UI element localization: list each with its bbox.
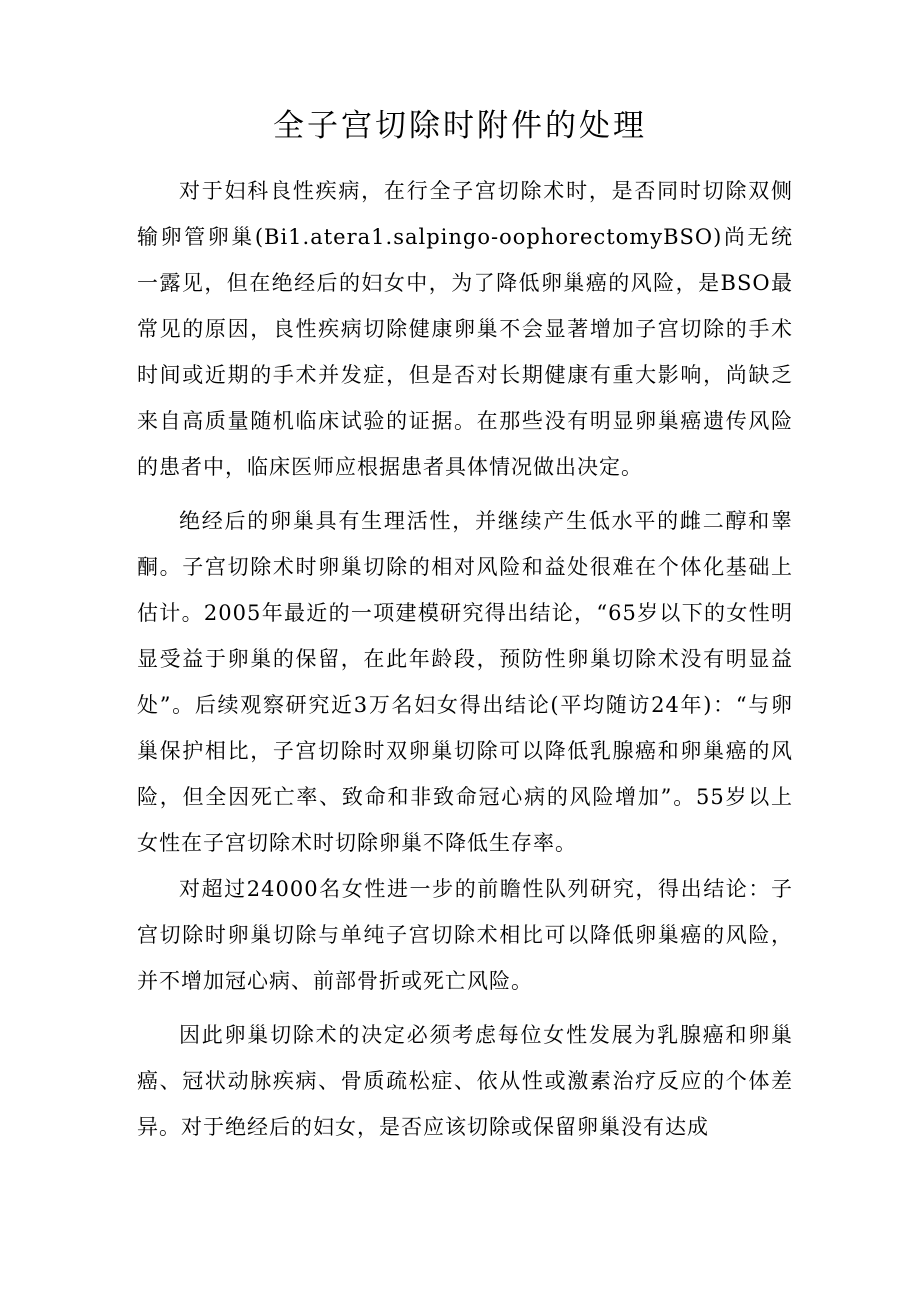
paragraph-1: 对于妇科良性疾病，在行全子宫切除术时，是否同时切除双侧输卵管卵巢(Bi1.atera1.salpingo-oophorectomyBSO)尚无统一露见，但在绝经后的妇女中，为了降低卵巢癌的风险，是BSO最常见的原因，良性疾病切除健康卵巢不会显著增加子宫切除的手术时间或近期的手术并发症，但是否对长期健康有重大影响，尚缺乏来自高质量随机临床试验的证据。在那些没有明显卵巢癌遗传风险的患者中，临床医师应根据患者具体情况做出决定。 <box>137 179 793 479</box>
document-body <box>137 168 793 1158</box>
paragraph-3: 对超过24000名女性进一步的前瞻性队列研究，得出结论：子宫切除时卵巢切除与单纯子宫切除术相比可以降低卵巢癌的风险，并不增加冠心病、前部骨折或死亡风险。 <box>137 877 793 993</box>
paragraph-2: 绝经后的卵巢具有生理活性，并继续产生低水平的雌二醇和睾酮。子宫切除术时卵巢切除的相对风险和益处很难在个体化基础上估计。2005年最近的一项建模研究得出结论，“65岁以下的女性明显受益于卵巢的保留，在此年龄段，预防性卵巢切除术没有明显益处”。后续观察研究近3万名妇女得出结论(平均随访24年)：“与卵巢保护相比，子宫切除时双卵巢切除可以降低乳腺癌和卵巢癌的风险，但全因死亡率、致命和非致命冠心病的风险增加”。55岁以上女性在子宫切除术时切除卵巢不降低生存率。 <box>137 509 793 855</box>
paragraph-4: 因此卵巢切除术的决定必须考虑每位女性发展为乳腺癌和卵巢癌、冠状动脉疾病、骨质疏松症、依从性或激素治疗反应的个体差异。对于绝经后的妇女，是否应该切除或保留卵巢没有达成 <box>137 1023 793 1139</box>
document-title: 全子宫切除时附件的处理 <box>273 108 647 144</box>
